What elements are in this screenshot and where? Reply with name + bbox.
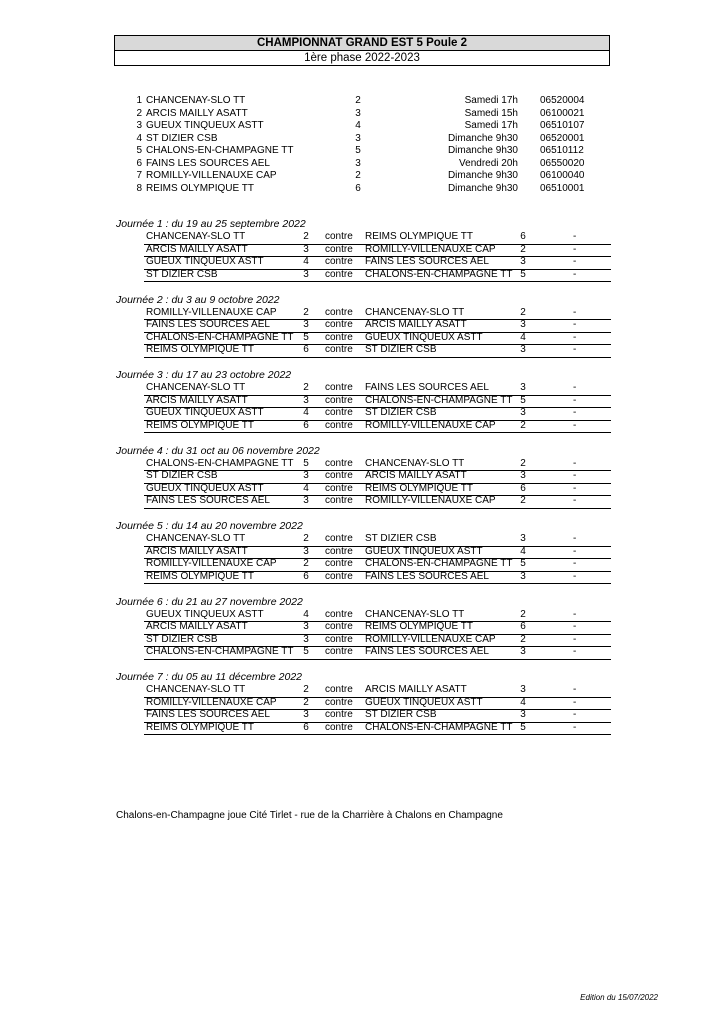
away-team: ST DIZIER CSB (365, 407, 437, 418)
match-row (144, 483, 611, 497)
home-team-number: 6 (303, 721, 309, 733)
team-list (130, 95, 600, 195)
home-team-number: 3 (303, 470, 309, 481)
home-team: ST DIZIER CSB (146, 633, 218, 645)
rounds-schedule (116, 218, 616, 747)
match-row (144, 697, 611, 711)
versus-label: contre (325, 394, 353, 406)
match-result: - (573, 419, 577, 431)
away-team: ARCIS MAILLY ASATT (365, 684, 467, 695)
versus-label: contre (325, 231, 353, 242)
venue-note: Chalons-en-Champagne joue Cité Tirlet - rue de la Charrière à Chalons en Champagne (116, 810, 503, 821)
home-team-number: 3 (303, 394, 309, 406)
round-title: Journée 4 : du 31 oct au 06 novembre 2022 (116, 444, 320, 457)
match-row (144, 420, 611, 434)
team-row (130, 95, 600, 108)
match-result: - (573, 382, 577, 393)
versus-label: contre (325, 495, 353, 506)
championship-title: CHAMPIONNAT GRAND EST 5 Poule 2 (115, 36, 609, 51)
versus-label: contre (325, 570, 353, 582)
home-team-number: 4 (303, 482, 309, 494)
home-team-number: 2 (303, 231, 309, 242)
home-team: ROMILLY-VILLENAUXE CAP (146, 558, 277, 569)
away-team-number: 5 (520, 558, 526, 569)
home-team-number: 2 (303, 696, 309, 708)
round-title: Journée 6 : du 21 au 27 novembre 2022 (116, 595, 303, 608)
match-result: - (573, 570, 577, 582)
home-team: ROMILLY-VILLENAUXE CAP (146, 696, 277, 708)
home-team: ST DIZIER CSB (146, 470, 218, 481)
round-block (116, 596, 616, 672)
round-block (116, 671, 616, 747)
match-day: Samedi 17h (464, 95, 518, 106)
team-count: 3 (355, 132, 361, 144)
away-team: REIMS OLYMPIQUE TT (365, 231, 473, 242)
club-code: 06550020 (540, 157, 585, 169)
match-result: - (573, 331, 577, 343)
versus-label: contre (325, 558, 353, 569)
home-team-number: 2 (303, 558, 309, 569)
round-block (116, 369, 616, 445)
match-result: - (573, 621, 577, 632)
match-row (144, 634, 611, 648)
home-team-number: 5 (303, 457, 309, 469)
away-team: CHALONS-EN-CHAMPAGNE TT (365, 268, 513, 280)
team-row (130, 183, 600, 196)
away-team-number: 4 (520, 696, 526, 708)
match-row (144, 332, 611, 346)
team-name: GUEUX TINQUEUX ASTT (146, 120, 264, 131)
home-team-number: 3 (303, 633, 309, 645)
home-team: CHALONS-EN-CHAMPAGNE TT (146, 331, 294, 343)
match-result: - (573, 533, 577, 544)
away-team: REIMS OLYMPIQUE TT (365, 482, 473, 494)
away-team: ROMILLY-VILLENAUXE CAP (365, 633, 496, 645)
match-result: - (573, 545, 577, 557)
away-team: ST DIZIER CSB (365, 533, 437, 544)
match-row (144, 344, 611, 358)
away-team-number: 2 (520, 457, 526, 469)
away-team-number: 3 (520, 319, 526, 330)
home-team-number: 2 (303, 382, 309, 393)
home-team: REIMS OLYMPIQUE TT (146, 721, 254, 733)
away-team: GUEUX TINQUEUX ASTT (365, 331, 483, 343)
home-team: CHANCENAY-SLO TT (146, 684, 246, 695)
team-number: 3 (136, 120, 142, 131)
team-count: 2 (355, 170, 361, 181)
team-count: 6 (355, 182, 361, 194)
team-row (130, 133, 600, 146)
home-team: FAINS LES SOURCES AEL (146, 495, 270, 506)
home-team: REIMS OLYMPIQUE TT (146, 419, 254, 431)
away-team: ROMILLY-VILLENAUXE CAP (365, 243, 496, 255)
away-team-number: 6 (520, 482, 526, 494)
match-row (144, 395, 611, 409)
home-team: ROMILLY-VILLENAUXE CAP (146, 306, 277, 318)
versus-label: contre (325, 470, 353, 481)
home-team: GUEUX TINQUEUX ASTT (146, 482, 264, 494)
away-team-number: 3 (520, 407, 526, 418)
home-team-number: 6 (303, 344, 309, 355)
home-team: CHALONS-EN-CHAMPAGNE TT (146, 457, 294, 469)
club-code: 06510112 (540, 145, 584, 156)
away-team-number: 2 (520, 243, 526, 255)
versus-label: contre (325, 633, 353, 645)
home-team-number: 2 (303, 684, 309, 695)
club-code: 06510107 (540, 120, 585, 131)
club-code: 06520004 (540, 95, 585, 106)
versus-label: contre (325, 457, 353, 469)
match-day: Samedi 17h (464, 120, 518, 131)
match-day: Dimanche 9h30 (447, 182, 518, 194)
match-result: - (573, 721, 577, 733)
home-team-number: 3 (303, 243, 309, 255)
away-team: ARCIS MAILLY ASATT (365, 470, 467, 481)
versus-label: contre (325, 407, 353, 418)
team-count: 2 (355, 95, 361, 106)
match-day: Dimanche 9h30 (447, 132, 518, 144)
away-team-number: 5 (520, 394, 526, 406)
round-title: Journée 2 : du 3 au 9 octobre 2022 (116, 293, 280, 306)
home-team-number: 6 (303, 570, 309, 582)
away-team-number: 3 (520, 684, 526, 695)
match-result: - (573, 256, 577, 267)
match-row (144, 382, 611, 396)
home-team-number: 5 (303, 646, 309, 657)
home-team-number: 6 (303, 419, 309, 431)
team-number: 1 (136, 95, 142, 106)
club-code: 06100040 (540, 170, 585, 181)
round-block (116, 445, 616, 521)
team-number: 7 (136, 170, 142, 181)
round-title: Journée 7 : du 05 au 11 décembre 2022 (116, 671, 303, 683)
away-team: CHALONS-EN-CHAMPAGNE TT (365, 721, 513, 733)
match-row (144, 407, 611, 421)
team-number: 5 (136, 145, 142, 156)
home-team-number: 4 (303, 407, 309, 418)
away-team-number: 3 (520, 646, 526, 657)
versus-label: contre (325, 382, 353, 393)
home-team-number: 2 (303, 306, 309, 318)
home-team-number: 3 (303, 709, 309, 720)
match-result: - (573, 696, 577, 708)
match-row (144, 470, 611, 484)
match-row (144, 684, 611, 698)
match-result: - (573, 457, 577, 469)
match-row (144, 546, 611, 560)
away-team: CHALONS-EN-CHAMPAGNE TT (365, 394, 513, 406)
round-block (116, 520, 616, 596)
edition-date: Edition du 15/07/2022 (580, 993, 658, 1002)
match-result: - (573, 306, 577, 318)
away-team-number: 2 (520, 495, 526, 506)
club-code: 06510001 (540, 182, 585, 194)
away-team-number: 3 (520, 344, 526, 355)
round-title: Journée 5 : du 14 au 20 novembre 2022 (116, 520, 303, 532)
team-name: CHANCENAY-SLO TT (146, 95, 246, 106)
home-team-number: 2 (303, 533, 309, 544)
match-day: Dimanche 9h30 (447, 145, 518, 156)
team-number: 6 (136, 157, 142, 169)
home-team: FAINS LES SOURCES AEL (146, 319, 270, 330)
versus-label: contre (325, 419, 353, 431)
match-row (144, 533, 611, 547)
home-team: ARCIS MAILLY ASATT (146, 243, 248, 255)
match-day: Dimanche 9h30 (447, 170, 518, 181)
match-row (144, 558, 611, 572)
match-row (144, 244, 611, 258)
match-result: - (573, 243, 577, 255)
team-row (130, 108, 600, 121)
home-team-number: 3 (303, 621, 309, 632)
versus-label: contre (325, 545, 353, 557)
home-team: FAINS LES SOURCES AEL (146, 709, 270, 720)
away-team-number: 4 (520, 545, 526, 557)
match-row (144, 709, 611, 723)
match-row (144, 609, 611, 623)
away-team-number: 5 (520, 268, 526, 280)
home-team: ARCIS MAILLY ASATT (146, 394, 248, 406)
versus-label: contre (325, 344, 353, 355)
home-team: GUEUX TINQUEUX ASTT (146, 256, 264, 267)
away-team-number: 4 (520, 331, 526, 343)
round-block (116, 294, 616, 370)
home-team: CHALONS-EN-CHAMPAGNE TT (146, 646, 294, 657)
away-team-number: 3 (520, 709, 526, 720)
away-team: ARCIS MAILLY ASATT (365, 319, 467, 330)
away-team: CHANCENAY-SLO TT (365, 457, 465, 469)
match-result: - (573, 268, 577, 280)
home-team-number: 3 (303, 268, 309, 280)
club-code: 06100021 (540, 107, 585, 119)
team-count: 3 (355, 107, 361, 119)
away-team-number: 3 (520, 256, 526, 267)
team-row (130, 158, 600, 171)
home-team: ST DIZIER CSB (146, 268, 218, 280)
versus-label: contre (325, 256, 353, 267)
versus-label: contre (325, 721, 353, 733)
versus-label: contre (325, 319, 353, 330)
versus-label: contre (325, 268, 353, 280)
away-team-number: 2 (520, 633, 526, 645)
match-row (144, 458, 611, 472)
away-team: ROMILLY-VILLENAUXE CAP (365, 419, 496, 431)
away-team-number: 6 (520, 621, 526, 632)
match-result: - (573, 646, 577, 657)
team-row (130, 170, 600, 183)
away-team-number: 3 (520, 570, 526, 582)
versus-label: contre (325, 709, 353, 720)
team-count: 5 (355, 145, 361, 156)
home-team-number: 4 (303, 608, 309, 620)
versus-label: contre (325, 306, 353, 318)
versus-label: contre (325, 621, 353, 632)
versus-label: contre (325, 243, 353, 255)
team-row (130, 120, 600, 133)
home-team-number: 3 (303, 495, 309, 506)
match-row (144, 722, 611, 736)
away-team: ST DIZIER CSB (365, 709, 437, 720)
versus-label: contre (325, 646, 353, 657)
document-header (114, 35, 610, 66)
away-team: CHALONS-EN-CHAMPAGNE TT (365, 558, 513, 569)
away-team-number: 5 (520, 721, 526, 733)
team-name: FAINS LES SOURCES AEL (146, 157, 270, 169)
away-team: CHANCENAY-SLO TT (365, 306, 465, 318)
match-day: Vendredi 20h (459, 157, 518, 169)
match-row (144, 571, 611, 585)
home-team: CHANCENAY-SLO TT (146, 382, 246, 393)
match-row (144, 307, 611, 321)
away-team-number: 3 (520, 533, 526, 544)
home-team: GUEUX TINQUEUX ASTT (146, 608, 264, 620)
team-count: 3 (355, 157, 361, 169)
away-team: FAINS LES SOURCES AEL (365, 646, 489, 657)
team-number: 4 (136, 132, 142, 144)
match-row (144, 231, 611, 245)
team-number: 8 (136, 182, 142, 194)
away-team: ROMILLY-VILLENAUXE CAP (365, 495, 496, 506)
match-result: - (573, 684, 577, 695)
round-block (116, 218, 616, 294)
round-title: Journée 1 : du 19 au 25 septembre 2022 (116, 218, 306, 230)
away-team: GUEUX TINQUEUX ASTT (365, 696, 483, 708)
match-result: - (573, 558, 577, 569)
away-team: GUEUX TINQUEUX ASTT (365, 545, 483, 557)
home-team: CHANCENAY-SLO TT (146, 533, 246, 544)
home-team: ARCIS MAILLY ASATT (146, 621, 248, 632)
match-result: - (573, 394, 577, 406)
phase-subtitle: 1ère phase 2022-2023 (304, 52, 420, 64)
away-team: REIMS OLYMPIQUE TT (365, 621, 473, 632)
match-result: - (573, 482, 577, 494)
match-row (144, 495, 611, 509)
match-row (144, 621, 611, 635)
away-team: ST DIZIER CSB (365, 344, 437, 355)
away-team-number: 3 (520, 382, 526, 393)
match-day: Samedi 15h (464, 107, 518, 119)
round-title: Journée 3 : du 17 au 23 octobre 2022 (116, 369, 292, 381)
away-team: FAINS LES SOURCES AEL (365, 256, 489, 267)
team-count: 4 (355, 120, 361, 131)
match-result: - (573, 231, 577, 242)
versus-label: contre (325, 482, 353, 494)
team-name: CHALONS-EN-CHAMPAGNE TT (146, 145, 294, 156)
versus-label: contre (325, 331, 353, 343)
away-team-number: 2 (520, 306, 526, 318)
team-name: ROMILLY-VILLENAUXE CAP (146, 170, 277, 181)
away-team-number: 2 (520, 419, 526, 431)
team-name: ST DIZIER CSB (146, 132, 218, 144)
match-result: - (573, 495, 577, 506)
team-row (130, 145, 600, 158)
home-team-number: 3 (303, 319, 309, 330)
versus-label: contre (325, 684, 353, 695)
home-team: CHANCENAY-SLO TT (146, 231, 246, 242)
team-name: REIMS OLYMPIQUE TT (146, 182, 254, 194)
match-result: - (573, 608, 577, 620)
match-result: - (573, 344, 577, 355)
home-team: REIMS OLYMPIQUE TT (146, 570, 254, 582)
home-team: ARCIS MAILLY ASATT (146, 545, 248, 557)
versus-label: contre (325, 696, 353, 708)
away-team-number: 6 (520, 231, 526, 242)
match-row (144, 319, 611, 333)
away-team: CHANCENAY-SLO TT (365, 608, 465, 620)
versus-label: contre (325, 608, 353, 620)
away-team: FAINS LES SOURCES AEL (365, 382, 489, 393)
match-result: - (573, 319, 577, 330)
match-result: - (573, 407, 577, 418)
match-row (144, 269, 611, 283)
away-team: FAINS LES SOURCES AEL (365, 570, 489, 582)
team-name: ARCIS MAILLY ASATT (146, 107, 248, 119)
team-number: 2 (136, 107, 142, 119)
match-result: - (573, 633, 577, 645)
match-row (144, 256, 611, 270)
versus-label: contre (325, 533, 353, 544)
home-team: REIMS OLYMPIQUE TT (146, 344, 254, 355)
match-result: - (573, 709, 577, 720)
match-row (144, 646, 611, 660)
away-team-number: 3 (520, 470, 526, 481)
away-team-number: 2 (520, 608, 526, 620)
home-team: GUEUX TINQUEUX ASTT (146, 407, 264, 418)
home-team-number: 5 (303, 331, 309, 343)
club-code: 06520001 (540, 132, 585, 144)
home-team-number: 3 (303, 545, 309, 557)
home-team-number: 4 (303, 256, 309, 267)
match-result: - (573, 470, 577, 481)
